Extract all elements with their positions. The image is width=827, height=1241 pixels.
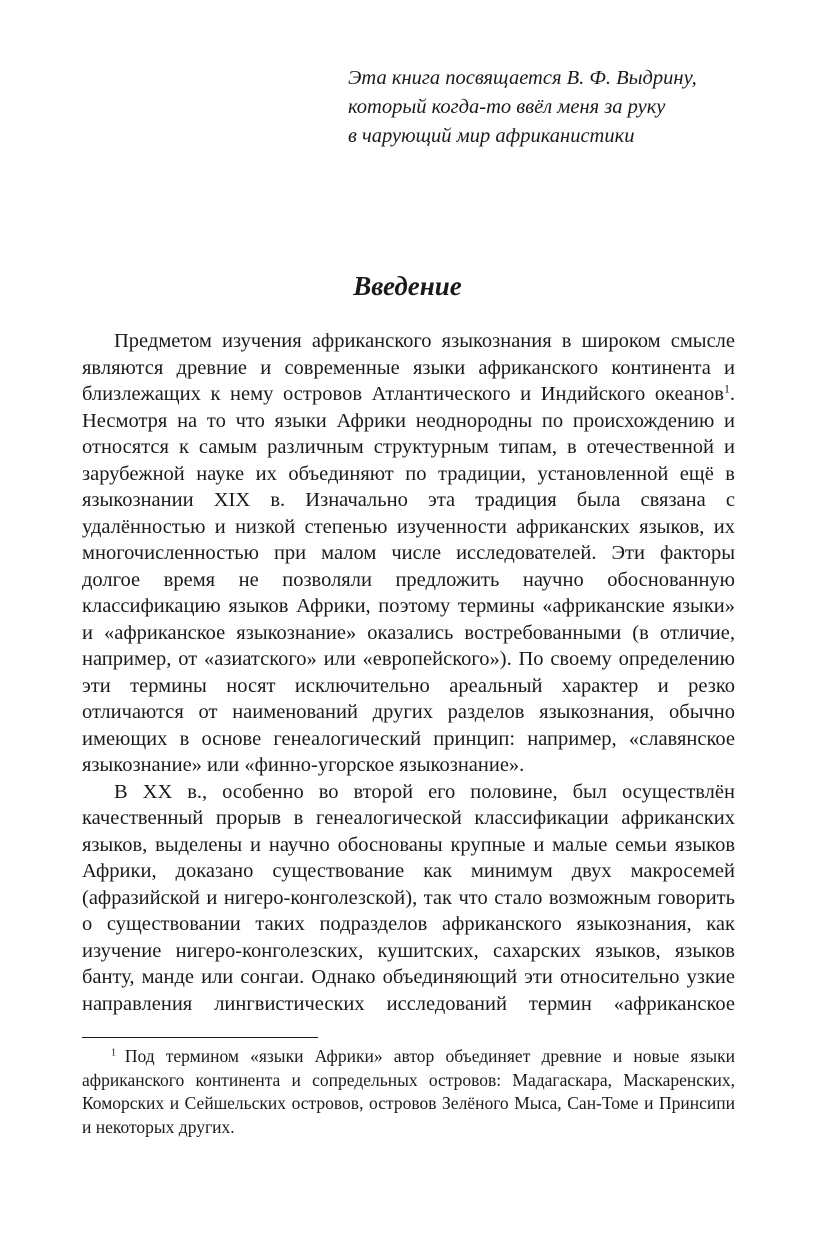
body-text <box>82 328 735 1017</box>
footnote-reference: 1 <box>723 381 730 396</box>
footnote-divider <box>82 1037 318 1038</box>
chapter-heading: Введение <box>353 271 462 302</box>
epigraph-line: Эта книга посвящается В. Ф. Выдрину, <box>348 67 697 89</box>
paragraph-text: . Несмотря на то что языки Африки неоднородны по происхождению и относятся к самым различным структурным типам, в отечественной и зарубежной науке их объединяют по традиции, установленной ещё в языкознании XIX в. Изначально эта традиция была связана с удалённостью и низкой степенью изученности африканских языков, их многочисленностью при малом числе исследователей. Эти факторы долгое время не позволяли предложить научно обоснованную классификацию языков Африки, поэтому термины «африканские языки» и «африканское языкознание» оказались востребованными (в отличие, например, от «азиатского» или «европейского»). По своему определению эти термины носят исключительно ареальный характер и резко отличаются от наименований других разделов языкознания, обычно имеющих в основе генеалогический принцип: например, «славянское языкознание» или «финно-угорское языкознание». <box>82 383 735 776</box>
epigraph-line: который когда-то ввёл меня за руку <box>348 96 666 118</box>
paragraph-twentieth-century: В XX в., особенно во второй его половине, был осуществлён качественный прорыв в генеалогической классификации африканских языков, выделены и научно обоснованы крупные и малые семьи языков Африки, доказано существование как минимум двух макросемей (афразийской и нигеро-конголезской), так что стало возможным говорить о существовании таких подразделов африканского языкознания, как изучение нигеро-конголезских, кушитских, сахарских языков, языков банту, манде или сонгаи. Однако объединяющий эти относительно узкие направления лингвистических исследований термин «африканское <box>82 780 735 1015</box>
paragraph-text: Предметом изучения африканского языкознания в широком смысле являются древние и современные языки африканского континента и близлежащих к нему островов Атлантического и Индийского океанов <box>82 330 735 405</box>
footnote-text: Под термином «языки Африки» автор объединяет древние и новые языки африканского континента и сопредельных островов: Мадагаскара, Маскаренских, Коморских и Сейшельских островов, островов Зелёного Мыса, Сан-Томе и Принсипи и некоторых других. <box>82 1046 735 1137</box>
paragraph-intro <box>82 328 735 779</box>
epigraph-line: в чарующий мир африканистики <box>348 125 635 147</box>
epigraph <box>348 64 768 151</box>
footnote-marker: 1 <box>111 1047 117 1059</box>
footnote <box>82 1045 735 1139</box>
